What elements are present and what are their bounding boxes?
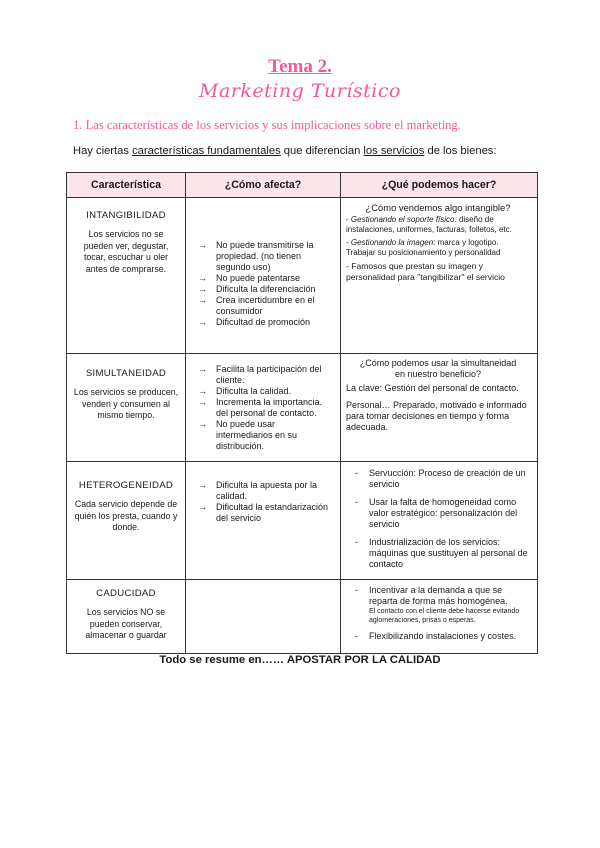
table-row — [67, 580, 538, 654]
actions-cell — [341, 462, 538, 580]
feature-name: INTANGIBILIDAD — [86, 210, 166, 221]
effects-list — [186, 462, 340, 528]
table-row — [67, 354, 538, 462]
actions-cell — [341, 580, 538, 654]
table-row — [67, 462, 538, 580]
list-item: → No puede transmitirse la propiedad. (no tienen segundo uso) — [198, 240, 334, 273]
list-item: → Facilita la participación del cliente. — [198, 364, 334, 386]
list-item: → No puede usar intermediarios en su distribución. — [198, 419, 334, 452]
feature-cell — [67, 198, 186, 354]
feature-description: Cada servicio depende de quién los presta, cuando y donde. — [74, 499, 178, 532]
actions-list — [341, 580, 537, 651]
action-emphasis: Gestionando el soporte físico: — [350, 215, 457, 224]
effects-list — [186, 354, 340, 456]
list-item — [351, 585, 529, 625]
list-item: → Dificultad de promoción — [198, 317, 334, 328]
effects-cell — [186, 354, 341, 462]
feature-description: Los servicios no se pueden ver, degustar, tocar, escuchar u oler antes de comprarse. — [83, 229, 169, 274]
intro-text-1: Hay ciertas — [73, 145, 133, 157]
action-paragraph: La clave: Gestión del personal de contacto. — [346, 383, 519, 393]
action-emphasis: Gestionando la imagen — [350, 238, 434, 247]
actions-cell — [341, 198, 538, 354]
list-item: - Industrialización de los servicios: máquinas que sustituyen al personal de contacto — [351, 537, 529, 570]
column-header-effect: ¿Cómo afecta? — [186, 173, 341, 198]
table-row — [67, 198, 538, 354]
list-item: → Dificulta la calidad. — [198, 386, 334, 397]
action-item: - Famosos que prestan su imagen y personalidad para "tangibilizar" el servicio — [346, 261, 505, 282]
effects-cell-empty — [186, 580, 341, 654]
action-text: : marca y logotipo. Trabajar su posicionamiento y personalidad — [346, 238, 501, 257]
list-item: → Dificulta la diferenciación — [198, 284, 334, 295]
effects-list — [186, 198, 340, 332]
list-item: → Dificultad la estandarización del servicio — [198, 502, 334, 524]
page-subtitle: Marketing Turístico — [199, 80, 401, 102]
intro-paragraph — [73, 145, 553, 157]
list-item: - Flexibilizando instalaciones y costes. — [351, 631, 529, 642]
feature-description: Los servicios se producen, venden y consumen al mismo tiempo. — [73, 387, 179, 420]
feature-name: SIMULTANEIDAD — [85, 368, 167, 379]
table-header-row — [67, 173, 538, 198]
feature-name: CADUCIDAD — [96, 588, 156, 599]
intro-text-3: de los bienes: — [424, 145, 497, 157]
action-text: diseño de instalaciones, uniformes, facturas, folletos, etc. — [346, 215, 512, 234]
list-item: → Incrementa la importancia. del personal de contacto. — [198, 397, 334, 419]
column-header-characteristic: Característica — [67, 173, 186, 198]
action-text: Incentivar a la demanda a que se reparta de forma más homogénea. — [369, 585, 508, 606]
intro-text-2: que diferencian — [280, 145, 364, 157]
section-heading: 1. Las características de los servicios y sus implicaciones sobre el marketing. — [73, 118, 461, 132]
list-item: → No puede patentarse — [198, 273, 334, 284]
list-item: - Servucción: Proceso de creación de un servicio — [351, 468, 529, 490]
action-note: El contacto con el cliente debe hacerse evitando aglomeraciones, prisas o esperas. — [369, 608, 520, 624]
column-header-actions: ¿Qué podemos hacer? — [341, 173, 538, 198]
action-item: - Gestionando el soporte físico: diseño de instalaciones, uniformes, facturas, folletos, etc. — [346, 215, 512, 234]
action-item: - Gestionando la imagen: marca y logotipo. Trabajar su posicionamiento y personalidad — [346, 238, 501, 257]
list-item: - Usar la falta de homogeneidad como valor estratégico: personalización del servicio — [351, 497, 529, 530]
characteristics-table — [66, 172, 538, 654]
intro-underlined-1: características fundamentales — [132, 145, 281, 157]
page-title: Tema 2. — [268, 56, 332, 77]
intro-underlined-2: los servicios — [363, 145, 425, 157]
feature-cell — [67, 354, 186, 462]
feature-description: Los servicios NO se pueden conservar, almacenar o guardar — [85, 607, 167, 640]
feature-name: HETEROGENEIDAD — [78, 480, 174, 491]
list-item: → Dificulta la apuesta por la calidad. — [198, 480, 334, 502]
actions-question: ¿Cómo vendemos algo intangible? — [365, 202, 511, 213]
feature-cell — [67, 462, 186, 580]
feature-cell — [67, 580, 186, 654]
actions-cell — [341, 354, 538, 462]
summary-text: Todo se resume en…… APOSTAR POR LA CALIDAD — [159, 654, 441, 666]
actions-question: ¿Cómo podemos usar la simultaneidad en nuestro beneficio? — [359, 358, 517, 379]
effects-cell — [186, 462, 341, 580]
action-paragraph: Personal… Preparado, motivado e informado para tomar decisiones en tiempo y forma adecuada. — [346, 400, 527, 432]
actions-list — [341, 462, 537, 579]
list-item: → Crea incertidumbre en el consumidor — [198, 295, 334, 317]
effects-cell — [186, 198, 341, 354]
